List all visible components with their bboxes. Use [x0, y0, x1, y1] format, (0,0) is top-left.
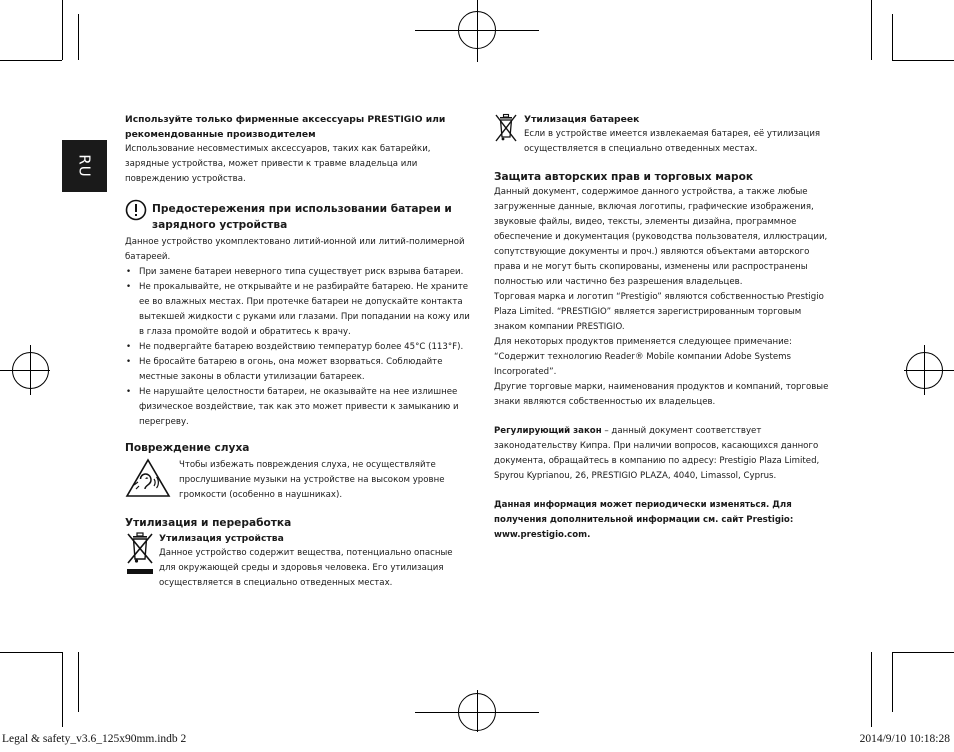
- governing-law-text: – данный документ соответствует законодательству Кипра. При наличии вопросов, касающихся данного документа, обращайтесь в компанию по адресу: Prestigio Plaza Limited, Spyrou Kyprianou, 26, PRESTIGIO PLAZA, 4040, Limassol, Cyprus.: [494, 426, 820, 481]
- governing-law-label: Регулирующий закон: [494, 426, 602, 436]
- battery-disposal-title: Утилизация батареек: [524, 114, 640, 125]
- battery-warning-list: [125, 265, 470, 430]
- trademark-paragraph: Торговая марка и логотип “Prestigio” являются собственностью Prestigio Plaza Limited. “PRESTIGIO” является зарегистрированным торговым знаком компании PRESTIGIO.: [494, 292, 824, 332]
- battery-intro: Данное устройство укомплектовано литий-ионной или литий-полимерной батареей.: [125, 237, 465, 262]
- device-disposal-body: Данное устройство содержит вещества, потенциально опасные для окружающей среды и здоровья человека. Его утилизация осуществляется в специально отведенных местах.: [159, 548, 453, 588]
- device-disposal-text: [159, 531, 470, 591]
- caution-icon: [125, 199, 147, 221]
- right-column: [494, 112, 832, 543]
- battery-disposal-row: [494, 112, 832, 157]
- footer-filename: Legal & safety_v3.6_125x90mm.indb 2: [2, 733, 187, 745]
- copyright-paragraph: Данный документ, содержимое данного устройства, а также любые загруженные данные, включая логотипы, графические изображения, звуковые файлы, видео, тексты, элементы дизайна, программное обеспечение и документация (руководства пользователя, иллюстрации, сопутствующие документы и проч.) являются объектами авторского права и не могут быть скопированы, изменены или распространены полностью или частично без разрешения владельцев.: [494, 187, 828, 287]
- hearing-heading: Повреждение слуха: [125, 442, 250, 454]
- crossed-bin-icon: [125, 531, 155, 577]
- hearing-body: Чтобы избежать повреждения слуха, не осуществляйте прослушивание музыки на устройстве на высоком уровне громкости (особенно в наушниках).: [179, 460, 445, 500]
- battery-heading-row: [125, 201, 470, 233]
- list-item: • Не нарушайте целостности батареи, не оказывайте на нее излишнее физическое воздействие, так как это может привести к замыканию и перегреву.: [125, 385, 470, 430]
- hearing-warning-icon: [125, 458, 171, 498]
- governing-law-paragraph: [494, 424, 832, 484]
- left-column: [125, 112, 470, 591]
- list-item: • Не подвергайте батарею воздействию температур более 45°C (113°F).: [125, 340, 470, 355]
- other-trademarks-paragraph: Другие торговые марки, наименования продуктов и компаний, торговые знаки являются собственностью их владельцев.: [494, 382, 829, 407]
- adobe-note-paragraph: Для некоторых продуктов применяется следующее примечание: “Содержит технологию Reader® Mobile компании Adobe Systems Incorporated”.: [494, 337, 792, 377]
- device-disposal-row: [125, 531, 470, 591]
- list-item: • Не бросайте батарею в огонь, она может взорваться. Соблюдайте местные законы в области утилизации батареек.: [125, 355, 470, 385]
- battery-heading: Предостережения при использовании батареи и зарядного устройства: [152, 203, 452, 231]
- crossed-bin-icon: [494, 113, 518, 145]
- language-tab: [62, 140, 107, 192]
- hearing-row: [125, 458, 470, 503]
- battery-disposal-body: Если в устройстве имеется извлекаемая батарея, её утилизация осуществляется в специально отведенных местах.: [524, 129, 821, 154]
- change-notice: Данная информация может периодически изменяться. Для получения дополнительной информации см. сайт Prestigio: www.prestigio.com.: [494, 500, 794, 540]
- accessories-heading: Используйте только фирменные аксессуары PRESTIGIO или рекомендованные производителем: [125, 114, 446, 140]
- battery-disposal-text: [524, 112, 832, 157]
- language-code: RU: [75, 154, 94, 178]
- device-disposal-title: Утилизация устройства: [159, 533, 284, 544]
- accessories-body: Использование несовместимых аксессуаров, таких как батарейки, зарядные устройства, может привести к травме владельца или повреждению устройства.: [125, 144, 431, 184]
- footer-timestamp: 2014/9/10 10:18:28: [859, 733, 950, 745]
- copyright-heading: Защита авторских прав и торговых марок: [494, 171, 754, 183]
- list-item: • При замене батареи неверного типа существует риск взрыва батареи.: [125, 265, 470, 280]
- recycling-heading: Утилизация и переработка: [125, 517, 292, 529]
- list-item: • Не прокалывайте, не открывайте и не разбирайте батарею. Не храните ее во влажных местах. При протечке батареи не допускайте контакта вытекшей жидкости с руками или глазами. При попадании на кожу или в глаза промойте водой и обратитесь к врачу.: [125, 280, 470, 340]
